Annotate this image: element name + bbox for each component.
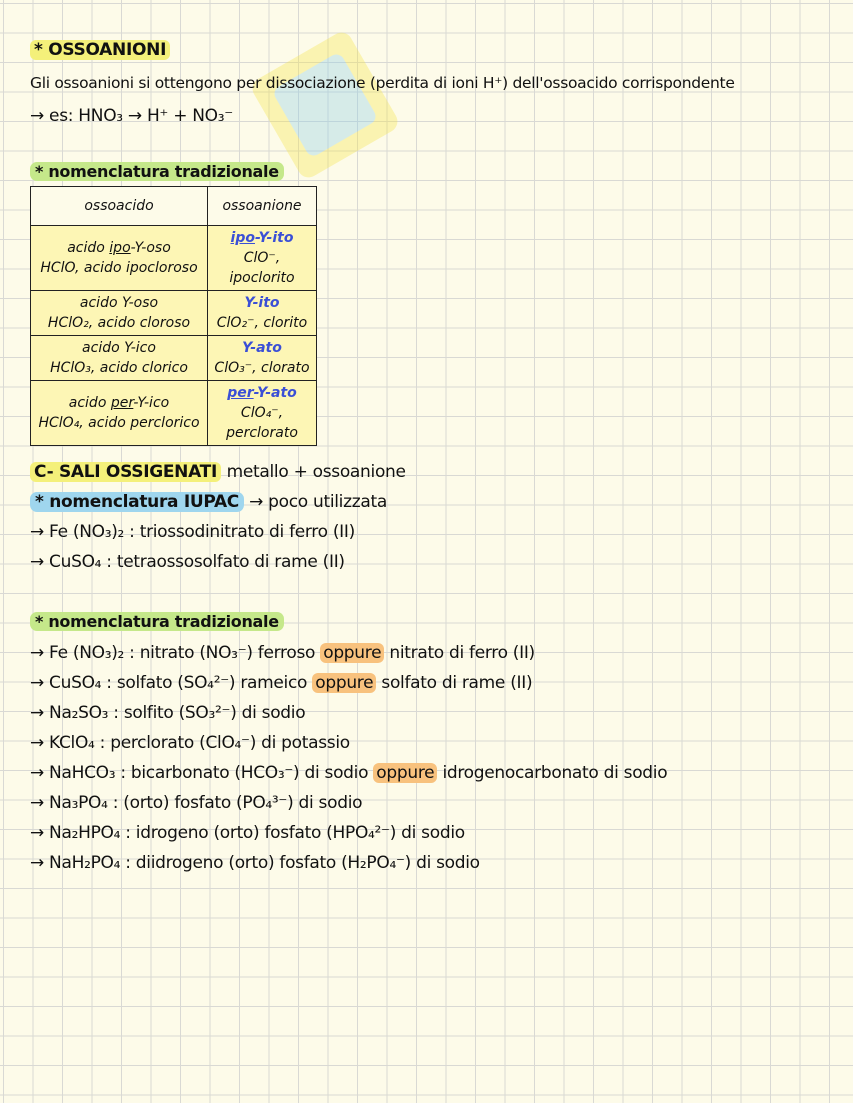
anion-example: ClO⁻, ipoclorito: [229, 250, 295, 286]
anion-example: ClO₂⁻, clorito: [216, 315, 308, 331]
list-item: → Na₂HPO₄ : idrogeno (orto) fosfato (HPO₄²⁻) di sodio: [30, 823, 465, 843]
anion-example: ClO₃⁻, clorato: [214, 360, 310, 376]
trad-heading: [30, 162, 284, 181]
ossoanioni-table: [30, 186, 317, 446]
list-item: → Na₂SO₃ : solfito (SO₃²⁻) di sodio: [30, 703, 306, 723]
anion-example-2: perclorato: [226, 425, 298, 441]
iupac-heading: * nomenclatura IUPAC: [30, 492, 244, 512]
list-item: → NaHCO₃ : bicarbonato (HCO₃⁻) di sodio oppure idrogenocarbonato di sodio: [30, 763, 668, 783]
acid-example: HClO₃, acido clorico: [50, 360, 188, 376]
table-row: acido ipo-Y-oso HClO, acido ipocloroso ipo-Y-ito ClO⁻, ipoclorito: [31, 226, 317, 291]
section-c-title: C- SALI OSSIGENATI metallo + ossoanione: [30, 462, 406, 482]
table-header-ossoacido: ossoacido: [31, 187, 208, 226]
anion-example: ClO₄⁻,: [240, 405, 284, 421]
acid-example: HClO₄, acido perclorico: [38, 415, 200, 431]
acid-example: HClO₂, acido cloroso: [47, 315, 191, 331]
example-text: → es: HNO₃ → H⁺ + NO₃⁻: [30, 106, 233, 126]
table-row: acido Y-ico HClO₃, acido clorico Y-ato ClO₃⁻, clorato: [31, 336, 317, 381]
list-item: → Fe (NO₃)₂ : triossodinitrato di ferro (II): [30, 522, 355, 542]
trad2-heading: * nomenclatura tradizionale: [30, 612, 284, 631]
list-item: → KClO₄ : perclorato (ClO₄⁻) di potassio: [30, 733, 350, 753]
acid-example: HClO, acido ipocloroso: [40, 260, 198, 276]
table-row: acido per-Y-ico HClO₄, acido perclorico per-Y-ato ClO₄⁻, perclorato: [31, 381, 317, 446]
section-c-subtitle: metallo + ossoanione: [226, 462, 406, 482]
list-item: → CuSO₄ : tetraossosolfato di rame (II): [30, 552, 345, 572]
iupac-note: → poco utilizzata: [249, 492, 387, 512]
title-text: * OSSOANIONI: [30, 40, 170, 60]
list-item: → Na₃PO₄ : (orto) fosfato (PO₄³⁻) di sodio: [30, 793, 363, 813]
table-header-ossoanione: ossoanione: [208, 187, 317, 226]
page-title: [30, 40, 170, 60]
table-row: acido Y-oso HClO₂, acido cloroso Y-ito ClO₂⁻, clorito: [31, 291, 317, 336]
iupac-heading-line: [30, 492, 387, 512]
intro-text: Gli ossoanioni si ottengono per dissociazione (perdita di ioni H⁺) dell'ossoacido corrispondente: [30, 74, 735, 92]
list-item: → CuSO₄ : solfato (SO₄²⁻) rameico oppure solfato di rame (II): [30, 673, 533, 693]
list-item: → NaH₂PO₄ : diidrogeno (orto) fosfato (H₂PO₄⁻) di sodio: [30, 853, 480, 873]
list-item: → Fe (NO₃)₂ : nitrato (NO₃⁻) ferroso oppure nitrato di ferro (II): [30, 643, 535, 663]
trad-heading-text: * nomenclatura tradizionale: [30, 162, 284, 181]
